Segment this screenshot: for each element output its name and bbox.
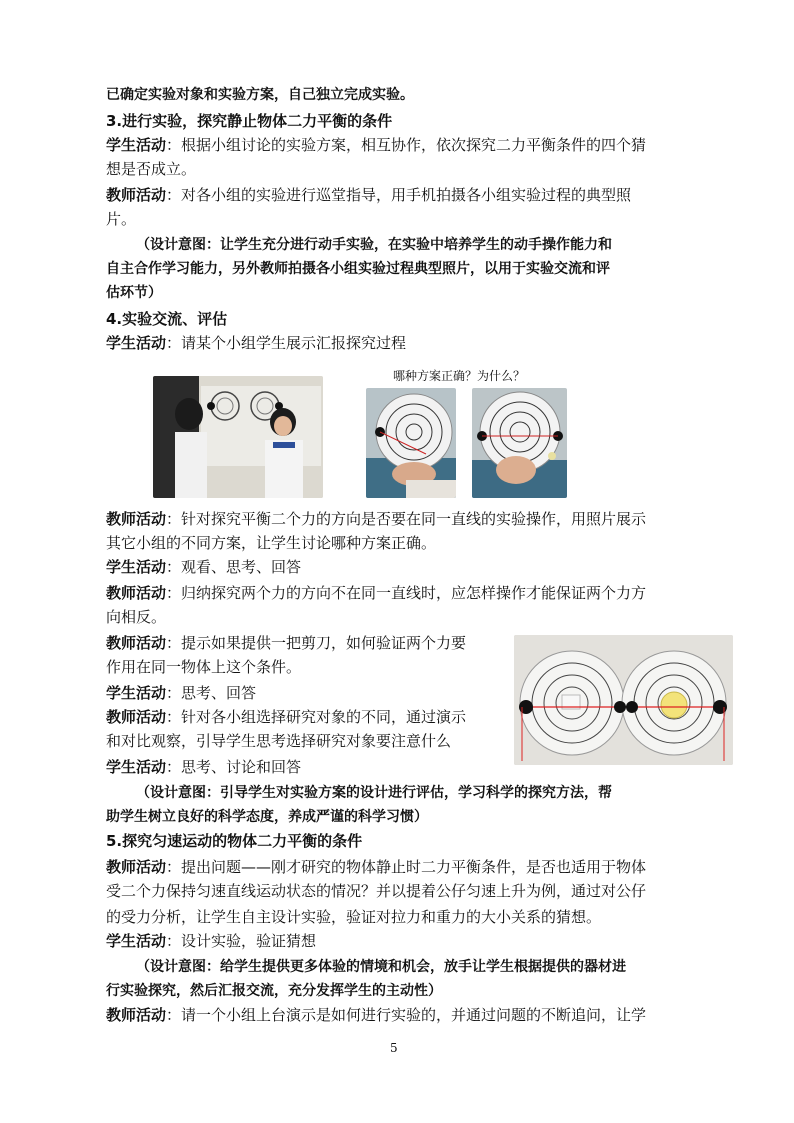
text-line [106,582,646,604]
design-intent: 估环节） [106,285,162,301]
activity-label: 教师活动 [106,858,167,876]
text-line: 受二个力保持匀速直线运动状态的情况？并以提着公仔匀速上升为例，通过对公仔 [106,882,647,900]
activity-label: 学生活动 [106,758,167,776]
text-line: 的受力分析，让学生自主设计实验，验证对拉力和重力的大小关系的猜想。 [106,908,602,926]
text-line [106,332,406,354]
text-line [106,930,316,952]
activity-text: ：设计实验，验证猜想 [166,932,317,950]
activity-label: 教师活动 [106,186,167,204]
activity-label: 教师活动 [106,584,167,602]
text-line [106,632,466,654]
design-intent: 自主合作学习能力，另外教师拍摄各小组实验过程典型照片，以用于实验交流和评 [106,261,610,277]
text-line: 片。 [106,210,137,228]
text-line [106,756,301,778]
text-line: 想是否成立。 [106,160,197,178]
text-line: 其它小组的不同方案，让学生讨论哪种方案正确。 [106,534,437,552]
text-line [106,134,646,156]
activity-label: 学生活动 [106,932,167,950]
text-line [106,556,301,578]
activity-label: 学生活动 [106,334,167,352]
activity-label: 教师活动 [106,510,167,528]
students-presenting-photo [153,376,323,498]
activity-label: 教师活动 [106,1006,167,1024]
design-intent: （设计意图：引导学生对实验方案的设计进行评估，学习科学的探究方法，帮 [136,785,612,801]
text-line [106,1004,646,1026]
activity-text: ：提示如果提供一把剪刀，如何验证两个力要 [166,634,467,652]
activity-label: 教师活动 [106,708,167,726]
text-line [106,508,646,530]
wheel-experiment-photo-b [472,388,567,498]
text-line [106,856,646,878]
activity-text: ：思考、回答 [166,684,257,702]
design-intent: （设计意图：给学生提供更多体验的情境和机会，放手让学生根据提供的器材进 [136,959,626,975]
activity-text: ：针对探究平衡二个力的方向是否要在同一直线的实验操作，用照片展示 [166,510,647,528]
section-heading: 3.进行实验，探究静止物体二力平衡的条件 [106,112,393,130]
activity-text: ：请一个小组上台演示是如何进行实验的，并通过问题的不断追问，让学 [166,1006,647,1024]
text-line: 作用在同一物体上这个条件。 [106,658,302,676]
activity-text: ：根据小组讨论的实验方案，相互协作，依次探究二力平衡条件的四个猜 [166,136,647,154]
activity-label: 教师活动 [106,634,167,652]
activity-label: 学生活动 [106,558,167,576]
activity-label: 学生活动 [106,136,167,154]
activity-label: 学生活动 [106,684,167,702]
activity-text: ：归纳探究两个力的方向不在同一直线时，应怎样操作才能保证两个力方 [166,584,647,602]
text-line [106,706,466,728]
photo-caption: 哪种方案正确？为什么？ [393,369,526,383]
activity-text: ：思考、讨论和回答 [166,758,302,776]
text-line: 向相反。 [106,608,167,626]
page-number: 5 [390,1041,398,1055]
text-line [106,184,631,206]
activity-text: ：观看、思考、回答 [166,558,302,576]
activity-text: ：针对各小组选择研究对象的不同，通过演示 [166,708,467,726]
activity-text: ：对各小组的实验进行巡堂指导，用手机拍摄各小组实验过程的典型照 [166,186,632,204]
section-heading: 5.探究匀速运动的物体二力平衡的条件 [106,832,363,850]
text-line: 已确定实验对象和实验方案，自己独立完成实验。 [106,87,414,103]
design-intent: （设计意图：让学生充分进行动手实验，在实验中培养学生的动手操作能力和 [136,237,612,253]
wheel-experiment-photo-a [366,388,456,498]
section-heading: 4.实验交流、评估 [106,310,228,328]
two-wheel-apparatus-photo [514,635,733,765]
design-intent: 行实验探究，然后汇报交流，充分发挥学生的主动性） [106,983,442,999]
design-intent: 助学生树立良好的科学态度，养成严谨的科学习惯） [106,809,428,825]
activity-text: ：请某个小组学生展示汇报探究过程 [166,334,407,352]
text-line [106,682,256,704]
text-line: 和对比观察，引导学生思考选择研究对象要注意什么 [106,732,452,750]
activity-text: ：提出问题——刚才研究的物体静止时二力平衡条件，是否也适用于物体 [166,858,647,876]
